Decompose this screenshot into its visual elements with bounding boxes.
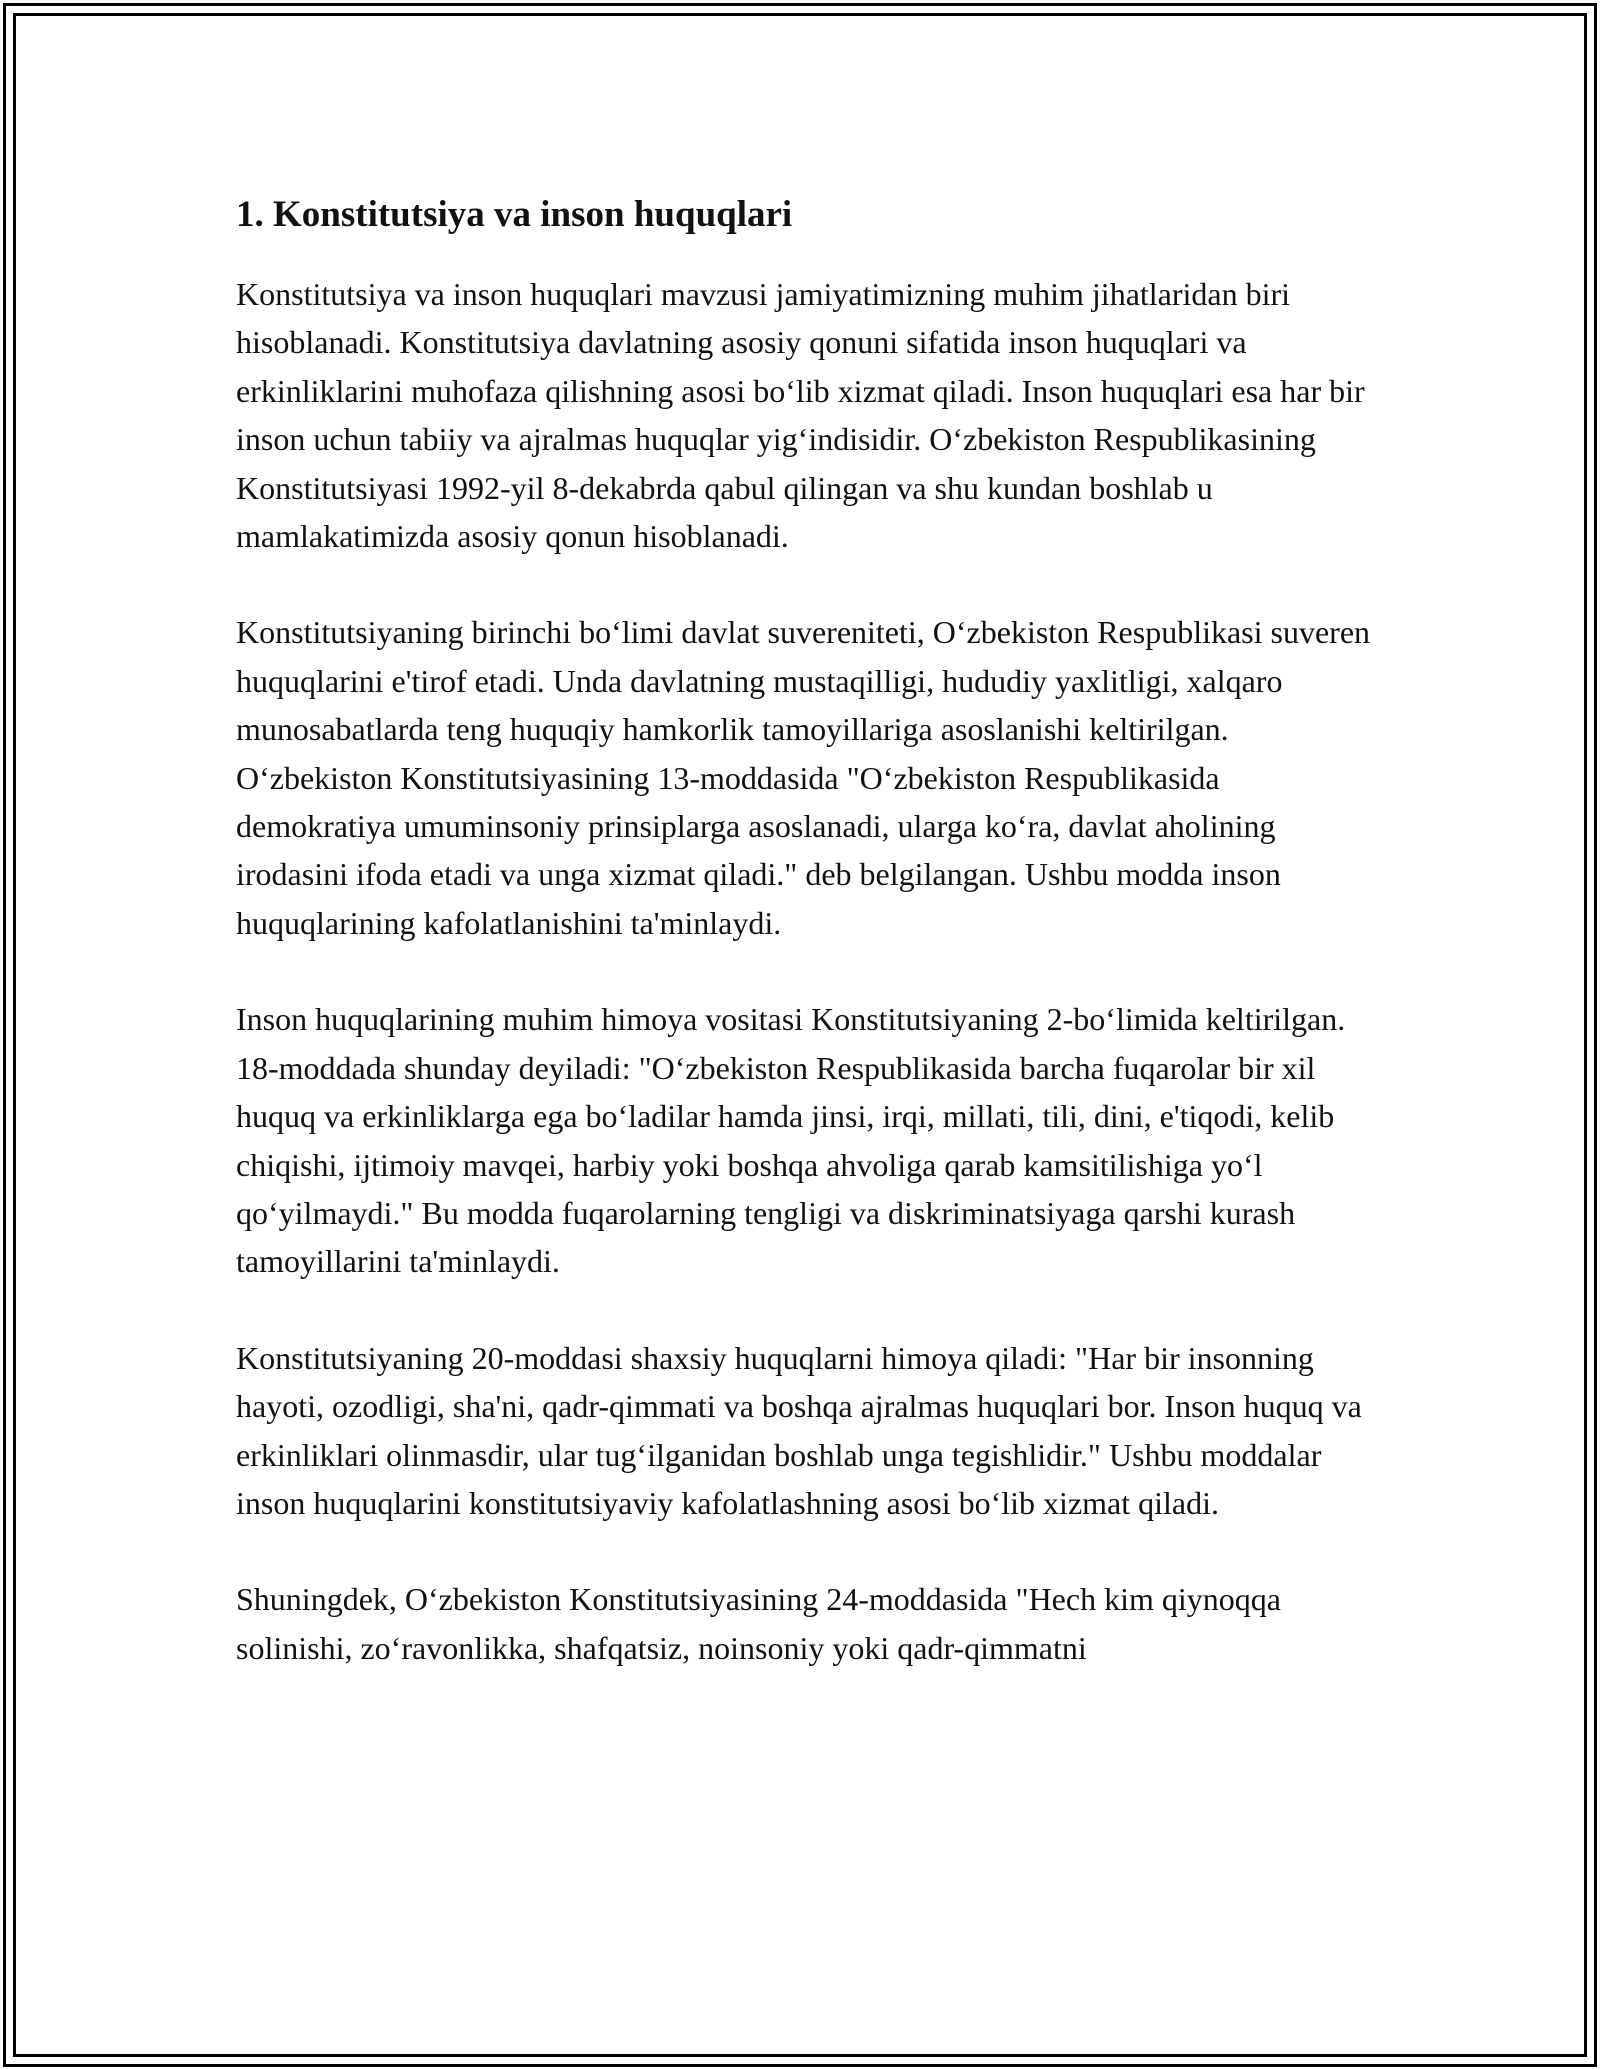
paragraph-5: Shuningdek, O‘zbekiston Konstitutsiyasining 24-moddasida "Hech kim qiynoqqa solinishi, zo‘ravonlikka, shafqatsiz, noinsoniy yoki qadr-qimmatni <box>236 1581 1281 1666</box>
paragraph-1: Konstitutsiya va inson huquqlari mavzusi jamiyatimizning muhim jihatlaridan biri hisoblanadi. Konstitutsiya davlatning asosiy qonuni sifatida inson huquqlari va erkinliklarini muhofaza qilishning asosi bo‘lib xizmat qiladi. Inson huquqlari esa har bir inson uchun tabiiy va ajralmas huquqlar yig‘indisidir. O‘zbekiston Respublikasining Konstitutsiyasi 1992-yil 8-dekabrda qabul qilingan va shu kundan boshlab u mamlakatimizda asosiy qonun hisoblanadi. <box>236 276 1365 555</box>
paragraph-4: Konstitutsiyaning 20-moddasi shaxsiy huquqlarni himoya qiladi: "Har bir insonning hayoti, ozodligi, sha'ni, qadr-qimmati va boshqa ajralmas huquqlari bor. Inson huquq va erkinliklari olinmasdir, ular tug‘ilganidan boshlab unga tegishlidir." Ushbu moddalar inson huquqlarini konstitutsiyaviy kafolatlashning asosi bo‘lib xizmat qiladi. <box>236 1339 1362 1521</box>
paragraph-3: Inson huquqlarining muhim himoya vositasi Konstitutsiyaning 2-bo‘limida keltirilgan. 18-moddada shunday deyiladi: "O‘zbekiston Respublikasida barcha fuqarolar bir xil huquq va erkinliklarga ega bo‘ladilar hamda jinsi, irqi, millati, tili, dini, e'tiqodi, kelib chiqishi, ijtimoiy mavqei, harbiy yoki boshqa ahvoliga qarab kamsitilishiga yo‘l qo‘yilmaydi." Bu modda fuqarolarning tengligi va diskriminatsiyaga qarshi kurash tamoyillarini ta'minlaydi. <box>236 1001 1346 1280</box>
document-body <box>236 182 1376 1720</box>
paragraph-2: Konstitutsiyaning birinchi bo‘limi davlat suvereniteti, O‘zbekiston Respublikasi suveren huquqlarini e'tirof etadi. Unda davlatning mustaqilligi, hududiy yaxlitligi, xalqaro munosabatlarda teng huquqiy hamkorlik tamoyillariga asoslanishi keltirilgan. O‘zbekiston Konstitutsiyasining 13-moddasida "O‘zbekiston Respublikasida demokratiya umuminsoniy prinsiplarga asoslanadi, ularga ko‘ra, davlat aholining irodasini ifoda etadi va unga xizmat qiladi." deb belgilangan. Ushbu modda inson huquqlarining kafolatlanishini ta'minlaydi. <box>236 614 1371 941</box>
page-title: 1. Konstitutsiya va inson huquqlari <box>236 194 793 235</box>
